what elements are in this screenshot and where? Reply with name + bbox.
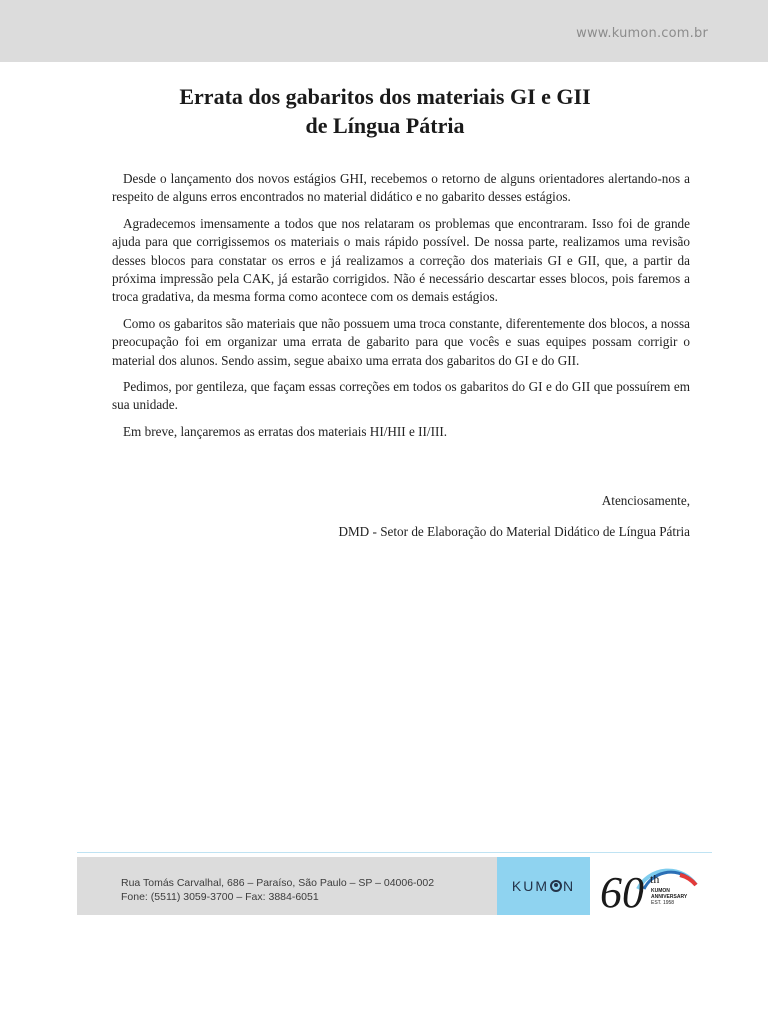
badge-line-2: ANNIVERSARY <box>651 894 688 900</box>
address-line: Rua Tomás Carvalhal, 686 – Paraíso, São Paulo – SP – 04006-002 <box>121 877 435 889</box>
paragraph-5: Em breve, lançaremos as erratas dos materiais HI/HII e II/III. <box>123 423 448 439</box>
kumon-wordmark <box>512 878 575 894</box>
paragraph-2: Agradecemos imensamente a todos que nos relataram os problemas que encontraram. Isso foi de grande ajuda para que corrigissemos os materiais o mais rápido possível. De nossa parte, realizamos uma revisão desses blocos para constatar os erros e já realizamos a correção dos materiais GI e GII, que, a partir da próxima impressão pela CAK, já estarão corrigidos. Não é necessário descartar esses blocos, pois faremos a troca gradativa, da mesma forma como acontece com os demais estágios. <box>112 215 690 305</box>
document-body <box>112 170 690 449</box>
kumon-face-icon <box>550 880 562 892</box>
paragraph-4: Pedimos, por gentileza, que façam essas correções em todos os gabaritos do GI e do GII que possuírem em sua unidade. <box>112 379 690 413</box>
badge-number: 60 <box>600 868 644 913</box>
footer-address <box>121 877 434 904</box>
closing-salutation: Atenciosamente, <box>601 493 690 508</box>
document-title <box>80 82 690 140</box>
closing-block <box>338 492 690 541</box>
title-line-2: de Língua Pátria <box>305 113 465 138</box>
paragraph-3: Como os gabaritos são materiais que não possuem uma troca constante, diferentemente dos blocos, a nossa preocupação foi em organizar uma errata de gabarito para que vocês e suas equipes possam corrigir o material dos alunos. Sendo assim, segue abaixo uma errata dos gabaritos do GI e do GII. <box>112 315 690 368</box>
footer <box>77 857 712 915</box>
phone-line: Fone: (5511) 3059-3700 – Fax: 3884-6051 <box>121 890 319 903</box>
badge-line-3: EST. 1958 <box>651 900 675 906</box>
kumon-logo <box>497 857 590 915</box>
title-line-1: Errata dos gabaritos dos materiais GI e GII <box>179 84 591 109</box>
badge-suffix: th <box>650 872 660 886</box>
anniversary-60-icon <box>600 859 700 913</box>
signer-name: DMD - Setor de Elaboração do Material Didático de Língua Pátria <box>338 524 690 539</box>
badge-line-1: KUMON <box>651 888 670 894</box>
brand-suffix: N <box>563 878 576 894</box>
footer-divider <box>77 852 712 853</box>
anniversary-badge <box>590 857 712 915</box>
header-bar <box>0 0 768 62</box>
site-url[interactable]: www.kumon.com.br <box>576 26 708 41</box>
brand-prefix: KUM <box>511 878 549 894</box>
paragraph-1: Desde o lançamento dos novos estágios GHI, recebemos o retorno de alguns orientadores alertando-nos a respeito de alguns erros encontrados no material didático e no gabarito desses estágios. <box>112 171 690 205</box>
